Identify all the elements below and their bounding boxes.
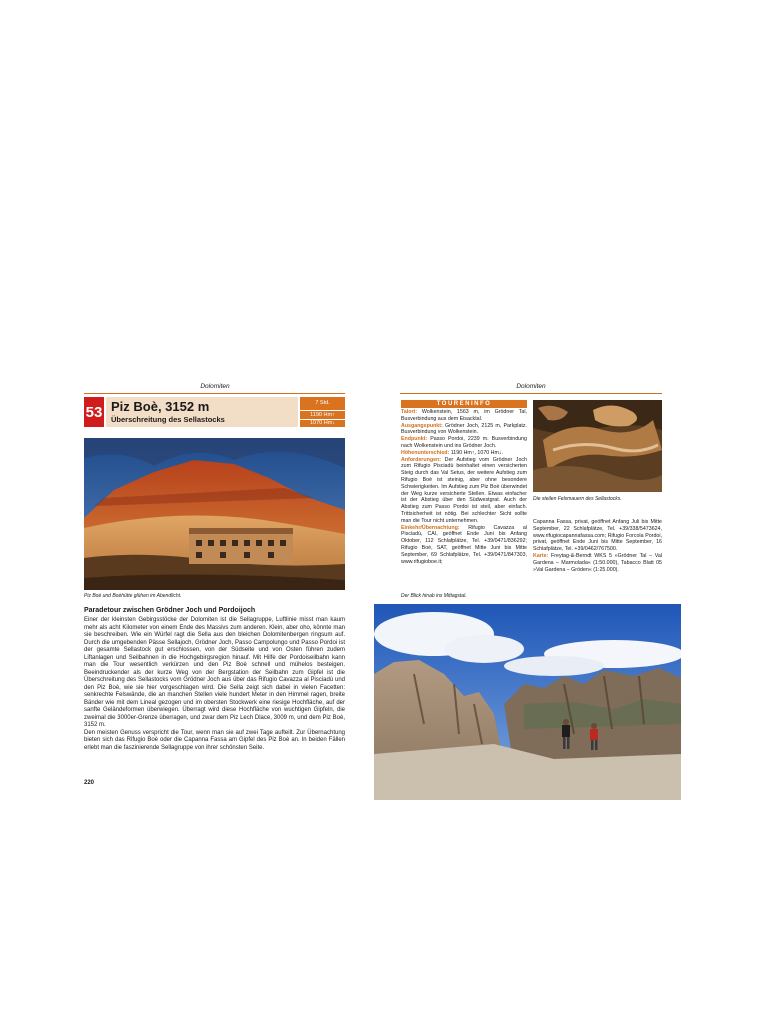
info-item-ausgangspunkt <box>401 423 527 437</box>
tour-number: 53 <box>85 403 103 421</box>
tour-number-badge <box>84 397 104 427</box>
section-heading: Paradetour zwischen Grödner Joch und Pordoijoch <box>84 607 256 614</box>
photo-mittagstal <box>374 604 681 800</box>
tour-title: Piz Boè, 3152 m <box>111 399 210 414</box>
info-text: Grödner Joch, 2125 m, Parkplatz. Busverbindung von Wolkenstein. <box>401 422 527 436</box>
info-item-anforderungen <box>401 457 527 525</box>
info-capanna-fassa: Capanna Fassa, privat, geöffnet Anfang Juli bis Mitte September, 22 Schlafplätze, Tel. +39/338/5473624, www.rifugiocapannafassa.com; Rifugio Forcola Pordoi, privat, geöffnet Ende Juni bis Mitte September, 16 Schlafplätze, Tel. +39/0462/767500. <box>533 519 662 553</box>
ascent-tag: 1190 Hm↑ <box>300 411 345 419</box>
info-label: Endpunkt: <box>401 436 428 443</box>
info-text: Wolkenstein, 1563 m, im Grödner Tal, Busverbindung aus dem Eisacktal. <box>401 409 527 422</box>
info-karten <box>533 553 662 573</box>
page-number: 220 <box>84 780 95 786</box>
karten-text: Freytag-&-Berndt WKS 5 »Grödner Tal – Val Gardena – Marmolada« (1:50.000), Tabacco Blatt 05 »Val Gardena – Gröden« (1:25.000). <box>533 552 662 573</box>
descent-tag: 1070 Hm↓ <box>300 420 345 427</box>
running-head-left: Dolomiten <box>200 383 230 390</box>
body-paragraph-2: Den meisten Genuss verspricht die Tour, wenn man sie auf zwei Tage aufteilt. Zur Übernachtung bieten sich das Rifugio Boè oder die Capanna Fassa am Gipfel des Piz Boè an. In beiden Fällen erlebt man die faszinierende Sellagruppe von ihrer schönsten Seite. <box>84 729 345 751</box>
photo-caption-right-1: Die steilen Felsmauern des Sellastocks. <box>533 496 622 502</box>
info-text: Rifugio Cavazza al Pisciadù, CAI, geöffnet Ende Juni bis Anfang Oktober, 112 Schlafplätze, Tel. +39/0471/836292; Rifugio Boè, SAT, geöffnet Mitte Juni bis Mitte September, 69 Schlafplätze, Tel. +39/0471/847303, www.rifugioboe.it; <box>401 524 527 565</box>
info-item-hoehenunterschied <box>401 450 527 457</box>
info-text: Passo Pordoi, 2239 m. Busverbindung nach Wolkenstein und ins Grödner Joch. <box>401 436 527 449</box>
info-block <box>401 409 527 565</box>
photo-piz-boe <box>84 438 345 590</box>
photo-caption-right-2: Der Blick hinab ins Mittagstal. <box>401 593 467 599</box>
info-label: Ausgangspunkt: <box>401 422 443 429</box>
duration-tag: 7 Std. <box>300 397 345 410</box>
info-header: TOURENINFO <box>401 400 527 408</box>
info-label: Einkehr/Übernachtung: <box>401 524 460 531</box>
header-rule-left <box>84 393 345 394</box>
info-text: Der Aufstieg vom Grödner Joch zum Rifugio Pisciadù beinhaltet einen versicherten Steig durch das Val Setus, der weitere Aufstieg zum Rifugio Boè ist steinig, aber ohne besondere Schwierigkeiten. Im Aufstieg zum Piz Boè überwindet der Weg kurze versicherte Stellen. Etwas einfacher ist der Abstieg über den Südwestgrat. Auch der Abstieg zum Passo Pordoi ist steil, aber einfach. Trittsicherheit ist nötig. Bei schlechter Sicht sollte man die Tour nicht unternehmen. <box>401 456 527 524</box>
title-bar <box>106 397 298 427</box>
header-rule-right <box>400 393 662 394</box>
info-item-endpunkt <box>401 436 527 450</box>
info-item-talort <box>401 409 527 423</box>
tour-subtitle: Überschreitung des Sellastocks <box>111 415 225 424</box>
info-label: Talort: <box>401 409 418 415</box>
body-text <box>84 617 345 752</box>
info-label: Anforderungen: <box>401 456 442 463</box>
info-text: 1190 Hm↑, 1070 Hm↓. <box>449 449 504 456</box>
photo-sella-walls <box>533 400 662 492</box>
body-paragraph-1: Einer der kleinsten Gebirgsstöcke der Dolomiten ist die Sellagruppe, Luftlinie misst man kaum mehr als acht Kilometer von einem Ende des Massivs zum anderen. Klein, aber oho, könnte man sie beschreiben. Wie ein Würfel ragt die Sella aus den bleichen Dolomitenbergen ringsum auf. Durch die umgebenden Pässe Sellajoch, Grödner Joch, Passo Campolungo und Passo Pordoi ist der gesamte Sellastock gut erschlossen, von der Südseite und von Osten führen zudem Liftanlagen und Seilbahnen in die Hochgebirgsregion hinauf. Mit Hilfe der Pordoiseilbahn kann man die Tour wesentlich verkürzen und den Piz Boè schnell und mühelos besteigen. Beeindruckender als der kurze Weg von der Bergstation der Seilbahn zum Gipfel ist die Überschreitung des Sellastocks vom Grödner Joch aus über das Rifugio Cavazza al Pisciadù und den Piz Boè, wie sie hier vorgeschlagen wird. Die Sella zeigt sich dabei in vielen Facetten: senkrechte Felswände, die an manchen Stellen viele hundert Meter in den Himmel ragen, breite Bänder wie mit dem Lineal gezogen und im obersten Stockwerk eine riesige Hochfläche, auf der sanfte Geländeformen überwiegen. Überragt wird diese Hochfläche von wuchtigen Gipfeln, die zweimal die 3000er-Grenze überragen, und zwar dem Piz Lech Dlace, 3009 m, und dem Piz Boè, 3152 m. <box>84 617 345 728</box>
info-block-col2 <box>533 519 662 573</box>
running-head-right: Dolomiten <box>516 383 546 390</box>
info-item-einkehr <box>401 525 527 566</box>
karten-label: Karte: <box>533 552 549 559</box>
info-label: Höhenunterschied: <box>401 449 450 456</box>
photo-caption-left: Piz Boè und Boèhütte glühen im Abendlicht. <box>84 593 182 599</box>
